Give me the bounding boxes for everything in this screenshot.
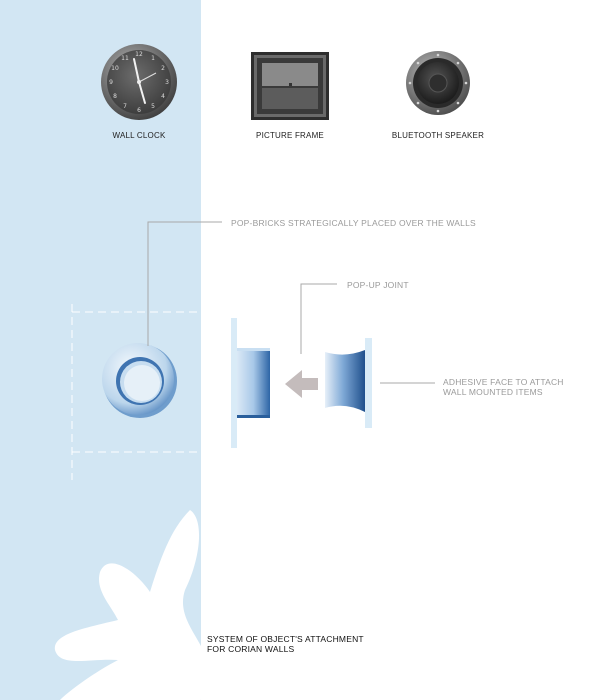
adhesive-annotation-line2: WALL MOUNTED ITEMS [443,387,543,397]
pop-brick [102,343,177,418]
svg-text:9: 9 [109,79,113,86]
svg-text:5: 5 [151,103,155,110]
svg-text:11: 11 [121,55,129,62]
svg-text:4: 4 [161,93,165,100]
speaker-label: BLUETOOTH SPEAKER [391,131,485,140]
pop-bricks-annotation: POP-BRICKS STRATEGICALLY PLACED OVER THE WALLS [231,218,476,228]
svg-text:2: 2 [161,65,165,72]
svg-text:1: 1 [151,55,155,62]
adhesive-annotation [443,377,564,397]
pop-bricks-leader [148,222,222,346]
svg-text:7: 7 [123,103,127,110]
arrow-left-icon [285,370,318,398]
pop-up-joint-annotation: POP-UP JOINT [347,280,409,290]
caption-line1: SYSTEM OF OBJECT'S ATTACHMENT [207,634,364,644]
pop-up-joint-leader [301,284,337,354]
svg-text:6: 6 [137,107,141,114]
pop-up-joint-left [231,318,270,448]
picture-frame-label: PICTURE FRAME [256,131,324,140]
svg-text:12: 12 [135,51,143,58]
caption-line2: FOR CORIAN WALLS [207,644,295,654]
svg-text:10: 10 [111,65,119,72]
caption [207,634,364,654]
svg-text:3: 3 [165,79,169,86]
adhesive-annotation-line1: ADHESIVE FACE TO ATTACH [443,377,564,387]
adhesive-piece [325,338,372,428]
svg-text:8: 8 [113,93,117,100]
wall-clock-label: WALL CLOCK [112,131,166,140]
